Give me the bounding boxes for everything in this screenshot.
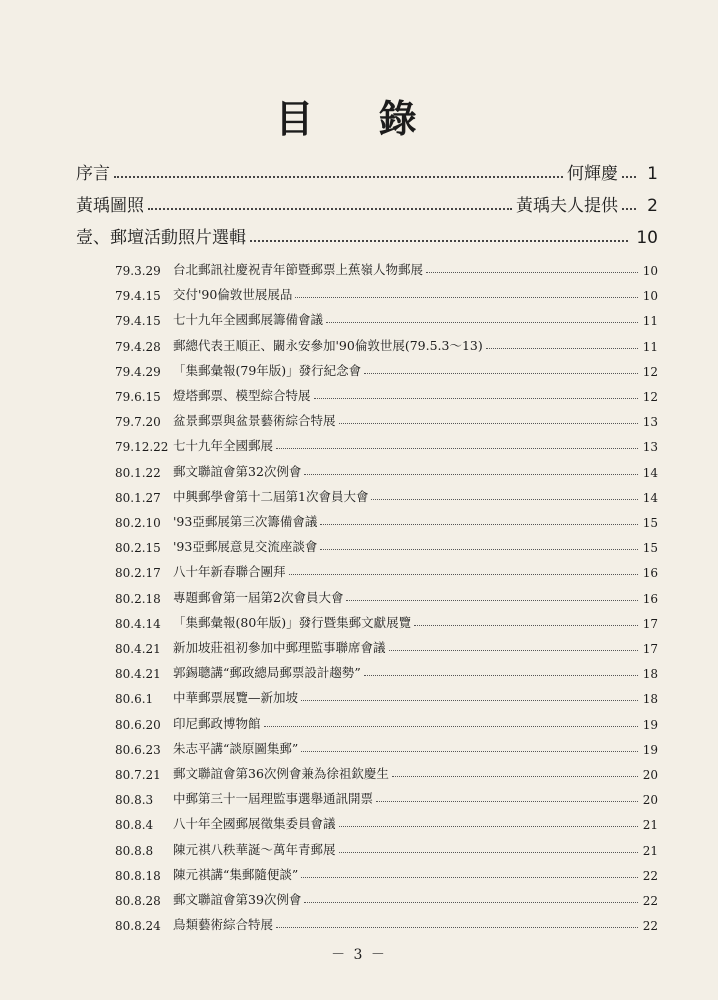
toc-entry xyxy=(115,708,658,732)
dot-leader xyxy=(392,776,638,777)
toc-entry xyxy=(115,909,658,933)
entry-title: '93亞郵展意見交流座談會 xyxy=(173,539,318,555)
entry-title: 陳元祺八秩華誕～萬年青郵展 xyxy=(173,841,336,857)
dot-leader xyxy=(622,176,636,178)
entry-page: 14 xyxy=(642,490,658,505)
entry-title: 「集郵彙報(79年版)」發行紀念會 xyxy=(173,362,362,378)
dot-leader xyxy=(339,852,638,853)
entry-date: 79.4.15 xyxy=(115,314,161,329)
entry-date: 80.2.17 xyxy=(115,566,161,581)
toc-entry xyxy=(115,682,658,706)
toc-entry xyxy=(115,834,658,858)
toc-entry xyxy=(115,607,658,631)
entry-date: 80.8.8 xyxy=(115,843,154,858)
entry-title: 郵文聯誼會第39次例會 xyxy=(173,892,302,907)
toc-entry xyxy=(115,380,658,404)
dot-leader xyxy=(389,650,638,651)
toc-entry xyxy=(115,884,658,908)
entry-title: 專題郵會第一屆第2次會員大會 xyxy=(173,589,344,605)
entry-title: 七十九年全國郵展籌備會議 xyxy=(173,312,324,328)
entry-date: 79.12.22 xyxy=(115,440,169,455)
main-entry-page: 1 xyxy=(647,164,658,184)
toc-entry xyxy=(115,657,658,681)
entry-page: 12 xyxy=(642,390,658,404)
entry-title: 中華郵票展覽—新加坡 xyxy=(173,690,299,706)
entry-page: 22 xyxy=(642,919,658,934)
main-entry-author: 黃瑀夫人提供 xyxy=(516,196,618,216)
entry-page: 16 xyxy=(642,591,658,606)
toc-entry xyxy=(115,783,658,807)
entry-page: 15 xyxy=(642,541,658,556)
dot-leader xyxy=(304,902,638,903)
dot-leader xyxy=(426,272,638,273)
toc-entry xyxy=(115,632,658,656)
entry-page: 22 xyxy=(642,894,658,908)
entry-page: 21 xyxy=(642,843,658,858)
main-entry-label: 序言 xyxy=(76,164,110,184)
entry-title: 郵文聯誼會第32次例會 xyxy=(173,463,302,479)
entry-date: 80.2.15 xyxy=(115,541,161,556)
entry-date: 80.8.28 xyxy=(115,894,161,908)
dot-leader xyxy=(326,322,638,323)
dot-leader xyxy=(301,877,638,878)
entry-page: 17 xyxy=(642,642,658,656)
entry-title: 郵總代表王順正、闞永安參加'90倫敦世展(79.5.3～13) xyxy=(173,337,483,353)
entry-page: 10 xyxy=(642,264,658,278)
toc-entry xyxy=(115,531,658,555)
entry-date: 80.1.22 xyxy=(115,465,161,480)
entry-date: 80.2.18 xyxy=(115,591,161,606)
toc-entry xyxy=(115,355,658,379)
entry-page: 13 xyxy=(642,440,658,455)
entry-page: 13 xyxy=(642,415,658,430)
entry-page: 16 xyxy=(642,566,658,581)
dot-leader xyxy=(376,801,638,802)
entry-title: 陳元祺講“集郵隨便談” xyxy=(173,866,299,882)
entry-date: 80.8.3 xyxy=(115,793,154,808)
entry-date: 80.6.1 xyxy=(115,692,154,707)
dot-leader xyxy=(314,398,638,399)
entry-date: 80.4.14 xyxy=(115,616,161,631)
entry-title: 郭錫聰講“郵政總局郵票設計趨勢” xyxy=(173,665,361,681)
toc-entry xyxy=(115,733,658,757)
dot-leader xyxy=(250,240,628,242)
entry-title: 新加坡莊祖初參加中郵理監事聯席會議 xyxy=(173,640,386,655)
dot-leader xyxy=(414,625,638,626)
toc-entry xyxy=(115,556,658,580)
dot-leader xyxy=(289,574,638,575)
dot-leader xyxy=(114,176,563,178)
entry-title: 鳥類藝術綜合特展 xyxy=(173,917,274,933)
dot-leader xyxy=(301,751,638,752)
entry-date: 80.4.21 xyxy=(115,642,161,656)
toc-main-entry xyxy=(76,222,658,248)
entry-page: 21 xyxy=(642,818,658,833)
main-entry-author: 何輝慶 xyxy=(567,164,618,184)
entry-title: 八十年新春聯合團拜 xyxy=(173,564,286,580)
entry-date: 79.4.29 xyxy=(115,364,161,379)
entry-page: 10 xyxy=(642,289,658,304)
entry-page: 12 xyxy=(642,364,658,379)
entry-date: 80.2.10 xyxy=(115,516,161,530)
entry-page: 18 xyxy=(642,667,658,682)
entry-date: 80.7.21 xyxy=(115,768,161,782)
entry-title: 印尼郵政博物館 xyxy=(173,715,261,731)
toc-entry xyxy=(115,304,658,328)
toc-entry xyxy=(115,582,658,606)
entry-date: 80.8.24 xyxy=(115,919,161,934)
entry-title: 「集郵彙報(80年版)」發行暨集郵文獻展覽 xyxy=(173,614,412,630)
entry-title: 盆景郵票與盆景藝術綜合特展 xyxy=(173,413,336,429)
toc-entry xyxy=(115,758,658,782)
toc-entry xyxy=(115,456,658,480)
dot-leader xyxy=(346,600,638,601)
entry-title: 燈塔郵票、模型綜合特展 xyxy=(173,388,311,403)
toc-entry xyxy=(115,481,658,505)
main-entry-label: 黃瑀圖照 xyxy=(76,196,144,216)
entry-date: 80.6.20 xyxy=(115,717,161,732)
toc-entry xyxy=(115,859,658,883)
toc-entry xyxy=(115,279,658,303)
entry-date: 79.4.28 xyxy=(115,339,161,354)
entry-title: 八十年全國郵展徵集委員會議 xyxy=(173,816,336,832)
dot-leader xyxy=(339,826,638,827)
entry-date: 80.8.4 xyxy=(115,818,154,833)
entry-title: 郵文聯誼會第36次例會兼為徐祖欽慶生 xyxy=(173,766,389,781)
dot-leader xyxy=(371,499,638,500)
dot-leader xyxy=(364,675,638,676)
dot-leader xyxy=(276,448,638,449)
entry-page: 22 xyxy=(642,868,658,883)
dot-leader xyxy=(486,348,638,349)
entry-title: '93亞郵展第三次籌備會議 xyxy=(173,514,318,529)
entry-page: 11 xyxy=(642,339,658,354)
dot-leader xyxy=(276,927,638,928)
entry-date: 80.6.23 xyxy=(115,742,161,757)
toc-entry xyxy=(115,405,658,429)
main-entry-page: 2 xyxy=(647,196,658,216)
toc-entry xyxy=(115,506,658,530)
entry-date: 79.4.15 xyxy=(115,289,161,304)
entry-page: 18 xyxy=(642,692,658,707)
entry-page: 17 xyxy=(642,616,658,631)
toc-entry xyxy=(115,808,658,832)
toc-entry xyxy=(115,254,658,278)
main-entry-label: 壹、郵壇活動照片選輯 xyxy=(76,228,246,248)
dot-leader xyxy=(339,423,638,424)
toc-entry xyxy=(115,330,658,354)
entry-page: 20 xyxy=(642,793,658,808)
entry-page: 15 xyxy=(642,516,658,530)
entry-title: 中興郵學會第十二屆第1次會員大會 xyxy=(173,488,369,504)
page-title: 目 錄 xyxy=(275,97,443,141)
entry-date: 80.8.18 xyxy=(115,868,161,883)
dot-leader xyxy=(320,524,638,525)
entry-date: 80.1.27 xyxy=(115,490,161,505)
toc-main-entry xyxy=(76,158,658,184)
main-entry-page: 10 xyxy=(636,228,658,248)
dot-leader xyxy=(295,297,638,298)
entry-page: 20 xyxy=(642,768,658,782)
page-number-footer: － 3 － xyxy=(331,947,387,963)
entry-title: 交付'90倫敦世展展品 xyxy=(173,287,293,303)
entry-page: 11 xyxy=(642,314,658,329)
entry-page: 19 xyxy=(642,742,658,757)
dot-leader xyxy=(622,208,636,210)
dot-leader xyxy=(264,726,638,727)
dot-leader xyxy=(364,373,638,374)
entry-page: 19 xyxy=(642,717,658,732)
entry-title: 朱志平講“談原圖集郵” xyxy=(173,740,299,756)
entry-date: 79.6.15 xyxy=(115,390,161,404)
entry-title: 七十九年全國郵展 xyxy=(173,438,274,454)
dot-leader xyxy=(301,700,638,701)
entry-date: 79.3.29 xyxy=(115,264,161,278)
entry-date: 79.7.20 xyxy=(115,415,161,430)
entry-date: 80.4.21 xyxy=(115,667,161,682)
entry-title: 台北郵訊社慶祝青年節暨郵票上蕉嶺人物郵展 xyxy=(173,262,424,277)
dot-leader xyxy=(304,474,638,475)
toc-entry xyxy=(115,430,658,454)
dot-leader xyxy=(320,549,638,550)
entry-page: 14 xyxy=(642,465,658,480)
toc-main-entry xyxy=(76,190,658,216)
dot-leader xyxy=(148,208,512,210)
entry-title: 中郵第三十一屆理監事選舉通訊開票 xyxy=(173,791,374,807)
